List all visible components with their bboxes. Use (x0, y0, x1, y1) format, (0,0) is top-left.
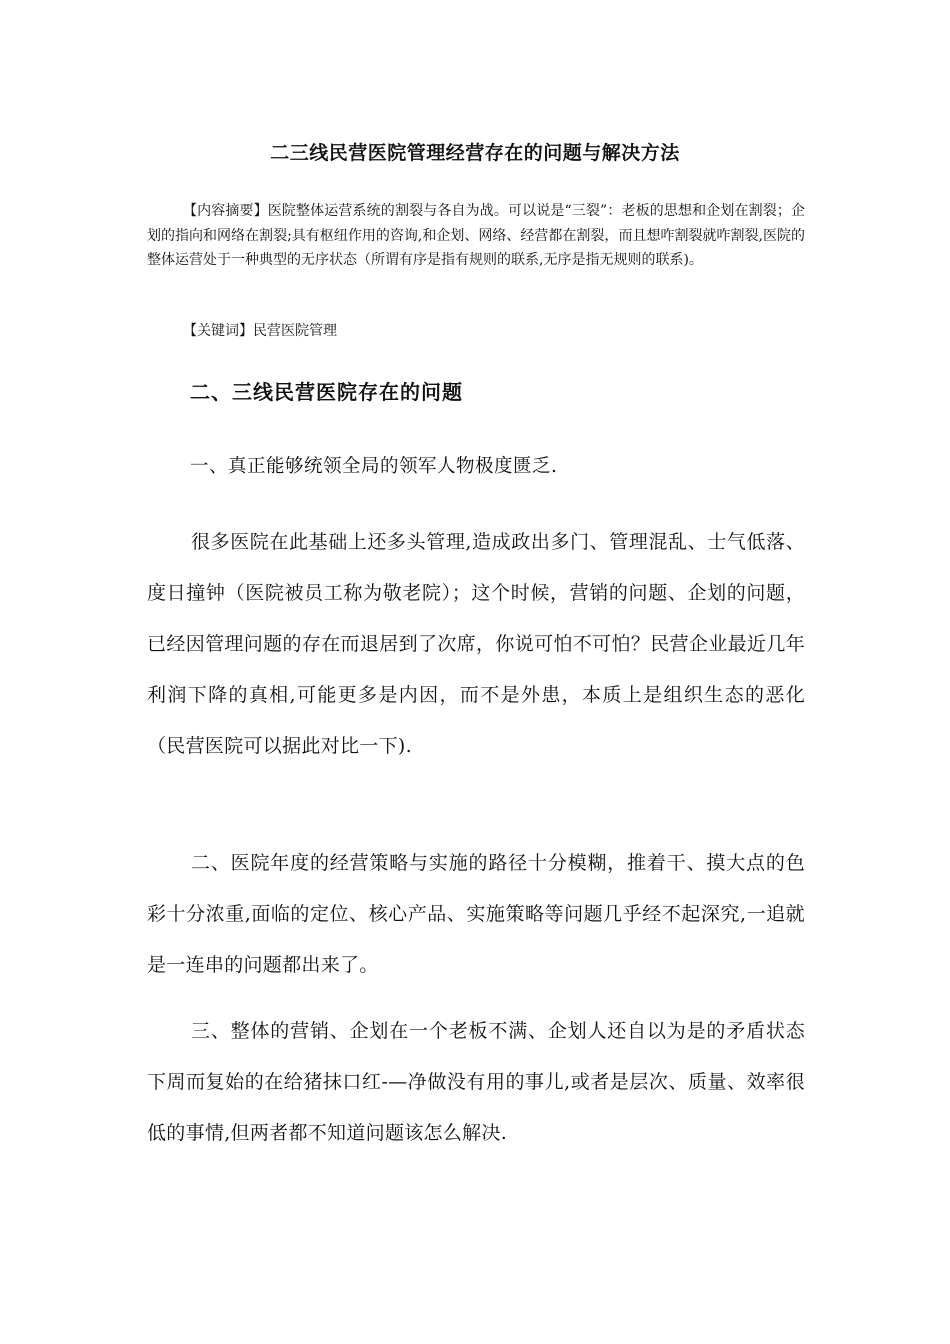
section-heading: 二、三线民营医院存在的问题 (190, 380, 463, 404)
body-paragraph-3: 三、整体的营销、企划在一个老板不满、企划人还自以为是的矛盾状态下周而复始的在给猪抹口红-—净做没有用的事儿,或者是层次、质量、效率很低的事情,但两者都不知道问题该怎么解决. (147, 1020, 805, 1144)
abstract-paragraph: 【内容摘要】医院整体运营系统的割裂与各自为战。可以说是“三裂”：老板的思想和企划在割裂；企划的指向和网络在割裂;具有枢纽作用的咨询,和企划、网络、经营都在割裂，而且想咋割裂就咋割裂,医院的整体运营处于一种典型的无序状态（所谓有序是指有规则的联系,无序是指无规则的联系)。 (147, 203, 805, 268)
document-title: 二三线民营医院管理经营存在的问题与解决方法 (270, 142, 680, 164)
keywords-line: 【关键词】民营医院管理 (183, 323, 337, 339)
point-1-title: 一、真正能够统领全局的领军人物极度匮乏. (190, 456, 558, 477)
body-paragraph-1: 很多医院在此基础上还多头管理,造成政出多门、管理混乱、士气低落、度日撞钟（医院被员工称为敬老院）；这个时候，营销的问题、企划的问题，已经因管理问题的存在而退居到了次席，你说可怕不可怕？民营企业最近几年利润下降的真相,可能更多是内因，而不是外患，本质上是组织生态的恶化（民营医院可以据此对比一下). (147, 531, 805, 757)
body-paragraph-2: 二、医院年度的经营策略与实施的路径十分模糊，推着干、摸大点的色彩十分浓重,面临的定位、核心产品、实施策略等问题几乎经不起深究,一追就是一连串的问题都出来了。 (147, 852, 805, 976)
